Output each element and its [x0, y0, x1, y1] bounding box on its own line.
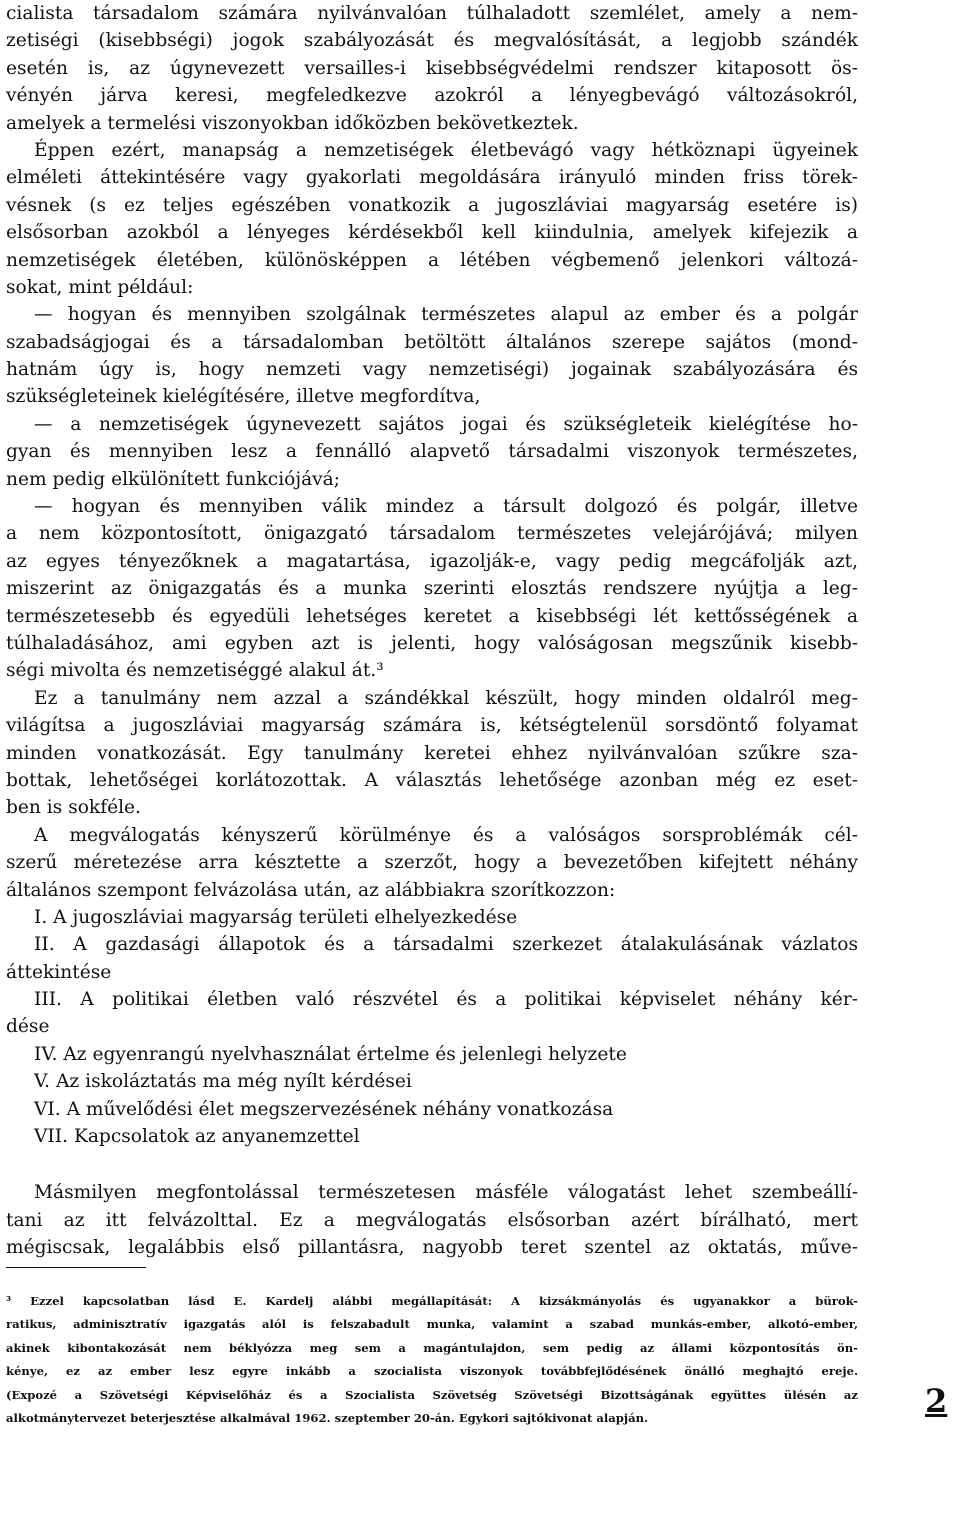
- text-line: nemzetiségek életében, különösképpen a létében végbemenő jelenkori változá-: [6, 249, 858, 271]
- text-line: zetiségi (kisebbségi) jogok szabályozását és megvalósítását, a legjobb szándék: [6, 30, 858, 52]
- text-line: elsősorban azokból a lényeges kérdésekből kell kiindulnia, amelyek kifejezik a: [6, 222, 858, 244]
- text-line: a nem központosított, önigazgató társadalom természetes velejárójává; milyen: [6, 523, 858, 545]
- text-line: nem pedig elkülönített funkciójává;: [6, 468, 341, 490]
- footnote-line: ratikus, adminisztratív igazgatás alól is felszabadult munka, valamint a szabad munkás-ember, alkotó-ember,: [6, 1317, 858, 1332]
- text-line: — a nemzetiségek úgynevezett sajátos jogai és szükségleteik kielégítése ho-: [34, 413, 858, 435]
- page-number: 2: [925, 1382, 948, 1420]
- text-line: sokat, mint például:: [6, 276, 194, 298]
- text-line: szerű méretezése arra késztette a szerzőt, hogy a bevezetőben kifejtett néhány: [6, 852, 858, 874]
- footnote-line: akinek kibontakozását nem béklyózza meg sem a magántulajdon, sem pedig az állami központosítás ön-: [6, 1340, 858, 1355]
- text-line: A megválogatás kényszerű körülménye és a valóságos sorsproblémák cél-: [34, 824, 858, 846]
- text-line: gyan és mennyiben lesz a fennálló alapvető társadalmi viszonyok természetes,: [6, 441, 858, 463]
- list-item-continuation: dése: [6, 1016, 50, 1038]
- text-line: Másmilyen megfontolással természetesen másféle válogatást lehet szembeállí-: [34, 1182, 858, 1204]
- text-line: vésnek (s ez teljes egészében vonatkozik a jugoszláviai magyarság esetére is): [6, 194, 858, 216]
- list-item: I. A jugoszláviai magyarság területi elhelyezkedése: [34, 906, 518, 928]
- text-line: esetén is, az úgynevezett versailles-i kisebbségvédelmi rendszer kitaposott ös-: [6, 57, 858, 79]
- footnote-line: (Expozé a Szövetségi Képviselőház és a Szocialista Szövetség Szövetségi Bizottságának együttes ülésén az: [6, 1387, 858, 1402]
- body-text: [6, 0, 858, 1262]
- footnote-line: ³ Ezzel kapcsolatban lásd E. Kardelj alábbi megállapítását: A kizsákmányolás és ugyanakkor a bürok-: [6, 1294, 858, 1308]
- footnote-divider: [6, 1267, 146, 1268]
- text-line: szükségleteinek kielégítésére, illetve megfordítva,: [6, 386, 481, 408]
- text-line: amelyek a termelési viszonyokban időközben bekövetkeztek.: [6, 112, 579, 134]
- text-line: hatnám úgy is, hogy nemzeti vagy nemzetiségi) jogainak szabályozására és: [6, 359, 858, 381]
- list-item: V. Az iskoláztatás ma még nyílt kérdései: [34, 1071, 412, 1093]
- list-item-continuation: áttekintése: [6, 961, 112, 983]
- text-line: Ez a tanulmány nem azzal a szándékkal készült, hogy minden oldalról meg-: [34, 687, 858, 709]
- text-line: minden vonatkozását. Egy tanulmány keretei ehhez nyilvánvalóan szűkre sza-: [6, 742, 858, 764]
- text-line: általános szempont felvázolása után, az alábbiakra szorítkozzon:: [6, 879, 616, 901]
- list-item: VI. A művelődési élet megszervezésének néhány vonatkozása: [34, 1098, 614, 1120]
- footnote: [6, 1290, 858, 1430]
- list-item: VII. Kapcsolatok az anyanemzettel: [34, 1126, 360, 1148]
- text-line: ben is sokféle.: [6, 797, 141, 819]
- text-line: bottak, lehetőségei korlátozottak. A választás lehetősége azonban még ez eset-: [6, 769, 858, 791]
- text-line: Éppen ezért, manapság a nemzetiségek életbevágó vagy hétköznapi ügyeinek: [34, 139, 858, 161]
- text-line: szabadságjogai és a társadalomban betöltött általános szerepe sajátos (mond-: [6, 331, 858, 353]
- text-line: cialista társadalom számára nyilvánvalóan túlhaladott szemlélet, amely a nem-: [6, 3, 858, 24]
- text-line: világítsa a jugoszláviai magyarság számára is, kétségtelenül sorsdöntő folyamat: [6, 715, 858, 737]
- text-line: vényén járva keresi, megfeledkezve azokról a lényegbevágó változásokról,: [6, 85, 858, 107]
- text-line: az egyes tényezőknek a magatartása, igazolják-e, vagy pedig megcáfolják azt,: [6, 550, 858, 572]
- text-line: mégiscsak, legalábbis első pillantásra, nagyobb teret szentel az oktatás, műve-: [6, 1237, 858, 1259]
- text-line: elméleti áttekintésére vagy gyakorlati megoldására irányuló minden friss törek-: [6, 167, 858, 189]
- paragraph-gap: [6, 1150, 858, 1179]
- list-item: III. A politikai életben való részvétel és a politikai képviselet néhány kér-: [34, 989, 858, 1011]
- list-item: II. A gazdasági állapotok és a társadalmi szerkezet átalakulásának vázlatos: [34, 934, 858, 956]
- text-line: — hogyan és mennyiben válik mindez a társult dolgozó és polgár, illetve: [34, 496, 858, 518]
- text-line: miszerint az önigazgatás és a munka szerinti elosztás rendszere nyújtja a leg-: [6, 578, 858, 600]
- text-line: természetesebb és egyedüli lehetséges keretet a kisebbségi lét kettősségének a: [6, 605, 858, 627]
- text-line: ségi mivolta és nemzetiséggé alakul át.³: [6, 660, 384, 682]
- footnote-line: kénye, ez az ember lesz egyre inkább a szocialista viszonyok továbbfejlődésének önálló meghajtó ereje.: [6, 1364, 858, 1379]
- list-item: IV. Az egyenrangú nyelvhasználat értelme és jelenlegi helyzete: [34, 1043, 627, 1065]
- text-line: túlhaladásához, ami egyben azt is jelenti, hogy valóságosan megszűnik kisebb-: [6, 632, 858, 654]
- text-line: tani az itt felvázolttal. Ez a megválogatás elsősorban azért bírálható, mert: [6, 1209, 858, 1231]
- text-line: — hogyan és mennyiben szolgálnak természetes alapul az ember és a polgár: [34, 304, 858, 326]
- footnote-line: alkotmánytervezet beterjesztése alkalmával 1962. szeptember 20-án. Egykori sajtókivonat alapján.: [6, 1410, 649, 1425]
